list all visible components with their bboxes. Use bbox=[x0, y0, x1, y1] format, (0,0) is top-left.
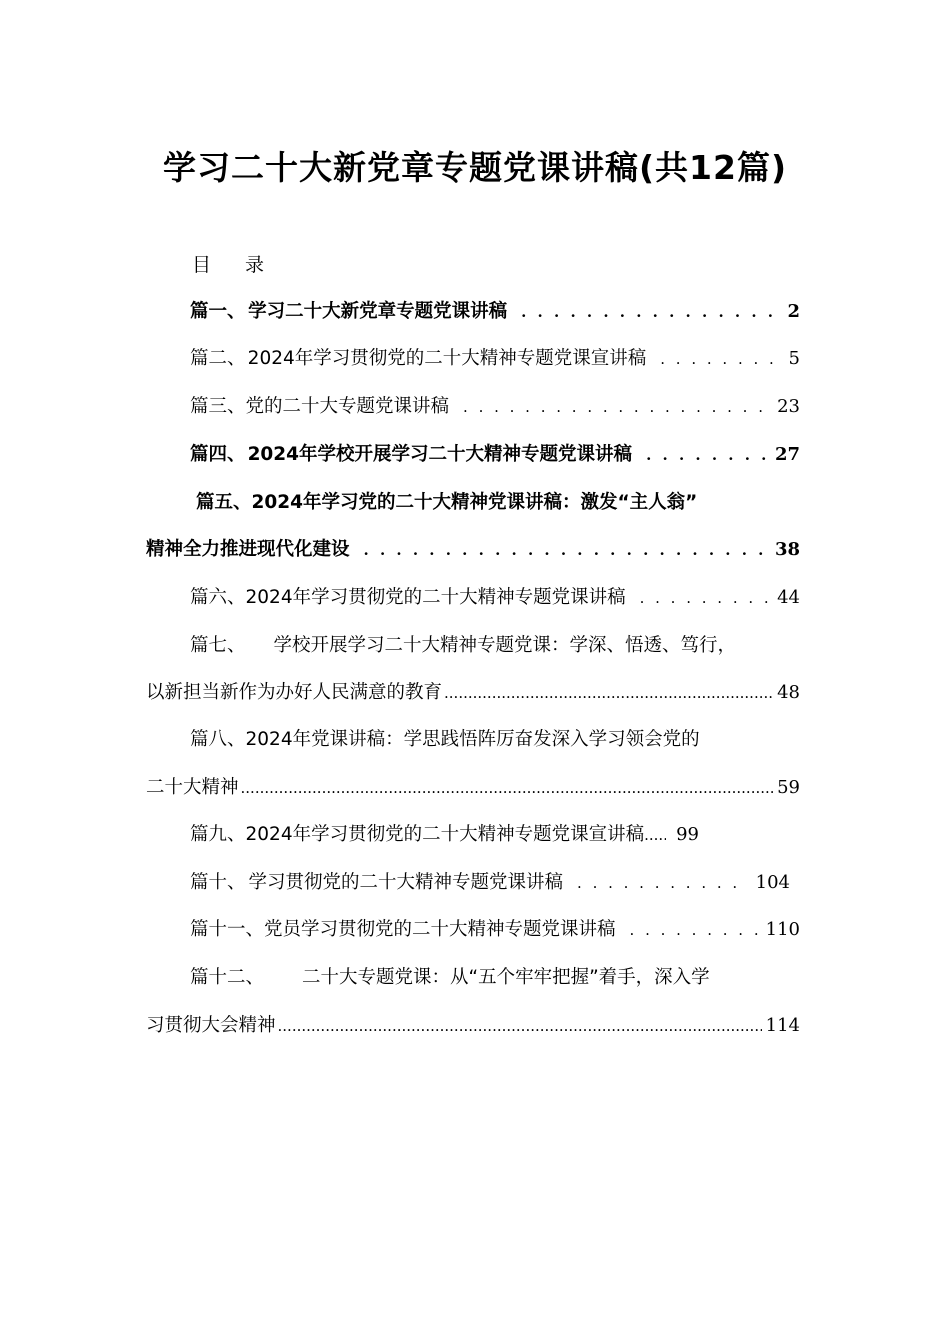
toc-leader-dots bbox=[660, 344, 784, 374]
toc-entry-title: 2024年学习贯彻党的二十大精神专题党课宣讲稿 bbox=[247, 348, 647, 369]
toc-entry-5-line1[interactable] bbox=[196, 488, 816, 518]
toc-entry-12-line1[interactable] bbox=[190, 963, 810, 993]
toc-entry-page: 5 bbox=[788, 348, 800, 369]
toc-entry-9[interactable] bbox=[190, 820, 800, 850]
toc-entry-title-cont: 以新担当新作为办好人民满意的教育 bbox=[146, 682, 443, 703]
toc-entry-1[interactable] bbox=[190, 297, 800, 327]
toc-entry-page: 23 bbox=[777, 396, 800, 417]
toc-entry-label: 篇十、 bbox=[190, 872, 246, 893]
toc-entry-title: 学习贯彻党的二十大精神专题党课讲稿 bbox=[248, 872, 564, 893]
toc-leader-dots bbox=[241, 773, 774, 803]
toc-entry-7-line2[interactable] bbox=[146, 678, 800, 708]
toc-entry-title: 2024年学校开展学习二十大精神专题党课讲稿 bbox=[247, 444, 633, 465]
toc-entry-title: 2024年学习贯彻党的二十大精神专题党课讲稿 bbox=[245, 587, 626, 608]
toc-leader-dots bbox=[444, 678, 773, 708]
toc-entry-page: 48 bbox=[777, 682, 800, 703]
toc-leader-dots bbox=[644, 820, 666, 850]
toc-entry-8-line2[interactable] bbox=[146, 773, 800, 803]
toc-entry-page: 114 bbox=[765, 1015, 800, 1036]
toc-leader-dots bbox=[521, 297, 783, 327]
toc-entry-label: 篇六、 bbox=[190, 587, 246, 608]
toc-entry-label: 篇八、 bbox=[190, 729, 246, 750]
toc-entry-title-cont: 二十大精神 bbox=[146, 777, 239, 798]
toc-entry-10[interactable] bbox=[190, 868, 790, 898]
toc-entry-title: 党的二十大专题党课讲稿 bbox=[245, 396, 450, 417]
toc-entry-page: 27 bbox=[774, 444, 800, 465]
toc-entry-8-line1[interactable] bbox=[190, 725, 810, 755]
toc-entry-page: 99 bbox=[676, 824, 700, 845]
toc-entry-7-line1[interactable] bbox=[190, 631, 810, 661]
toc-entry-title: 二十大专题党课：从“五个牢牢把握”着手，深入学 bbox=[302, 967, 710, 988]
toc-entry-label: 篇三、 bbox=[190, 396, 246, 417]
toc-entry-label: 篇九、 bbox=[190, 824, 246, 845]
toc-entry-title-cont: 精神全力推进现代化建设 bbox=[146, 539, 350, 560]
toc-entry-label: 篇一、 bbox=[190, 301, 246, 322]
toc-entry-label: 篇七、 bbox=[190, 635, 246, 656]
toc-leader-dots bbox=[278, 1011, 762, 1041]
toc-entry-12-line2[interactable] bbox=[146, 1011, 800, 1041]
toc-entry-4[interactable] bbox=[190, 440, 800, 470]
toc-entry-page: 44 bbox=[777, 587, 800, 608]
toc-entry-title: 2024年学习贯彻党的二十大精神专题党课宣讲稿 bbox=[245, 824, 645, 845]
toc-leader-dots bbox=[646, 440, 771, 470]
toc-entry-title: 2024年学习党的二十大精神党课讲稿：激发“主人翁” bbox=[251, 492, 698, 513]
toc-entry-11[interactable] bbox=[190, 915, 800, 945]
document-title: 学习二十大新党章专题党课讲稿(共12篇) bbox=[162, 148, 788, 187]
toc-entry-page: 104 bbox=[755, 872, 790, 893]
toc-leader-dots bbox=[463, 392, 773, 422]
toc-leader-dots bbox=[630, 915, 762, 945]
toc-entry-page: 38 bbox=[774, 539, 800, 560]
toc-heading: 目 录 bbox=[192, 254, 279, 276]
toc-entry-label: 篇十一、 bbox=[190, 919, 265, 940]
toc-entry-title: 学校开展学习二十大精神专题党课：学深、悟透、笃行， bbox=[273, 635, 737, 656]
toc-leader-dots bbox=[364, 535, 771, 565]
toc-entry-label: 篇十二、 bbox=[190, 967, 265, 988]
toc-entry-5-line2[interactable] bbox=[146, 535, 800, 565]
toc-entry-label: 篇二、 bbox=[190, 348, 246, 369]
toc-entry-title: 学习二十大新党章专题党课讲稿 bbox=[248, 301, 508, 322]
toc-leader-dots bbox=[640, 583, 773, 613]
toc-entry-page: 110 bbox=[765, 919, 800, 940]
toc-entry-3[interactable] bbox=[190, 392, 800, 422]
toc-entry-2[interactable] bbox=[190, 344, 800, 374]
toc-leader-dots bbox=[577, 868, 740, 898]
toc-entry-label: 篇五、 bbox=[196, 492, 252, 513]
toc-entry-label: 篇四、 bbox=[190, 444, 246, 465]
toc-entry-title: 党员学习贯彻党的二十大精神专题党课讲稿 bbox=[264, 919, 616, 940]
toc-entry-page: 59 bbox=[777, 777, 800, 798]
toc-entry-title-cont: 习贯彻大会精神 bbox=[146, 1015, 276, 1036]
toc-entry-page: 2 bbox=[787, 301, 800, 322]
toc-entry-6[interactable] bbox=[190, 583, 800, 613]
toc-entry-title: 2024年党课讲稿：学思践悟阵厉奋发深入学习领会党的 bbox=[245, 729, 700, 750]
